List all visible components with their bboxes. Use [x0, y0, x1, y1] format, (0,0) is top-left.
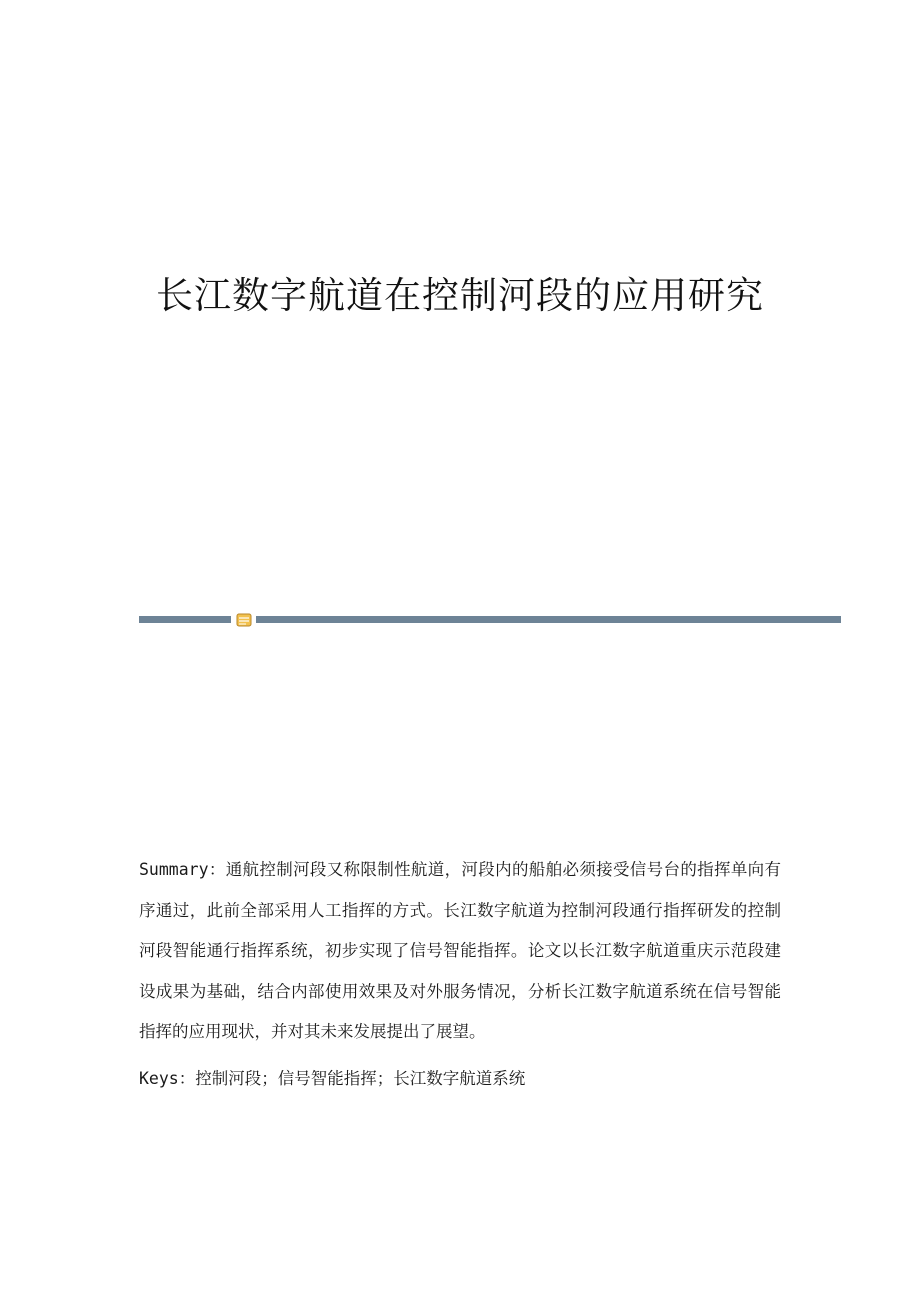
summary-label: Summary：	[139, 860, 226, 879]
summary-paragraph	[139, 850, 781, 1053]
divider-emblem-icon	[236, 612, 252, 626]
keys-label: Keys：	[139, 1068, 196, 1088]
summary-text: 通航控制河段又称限制性航道，河段内的船舶必须接受信号台的指挥单向有序通过，此前全部采用人工指挥的方式。长江数字航道为控制河段通行指挥研发的控制河段智能通行指挥系统，初步实现了信号智能指挥。论文以长江数字航道重庆示范段建设成果为基础，结合内部使用效果及对外服务情况，分析长江数字航道系统在信号智能指挥的应用现状，并对其未来发展提出了展望。	[139, 860, 781, 1042]
keys-text: 控制河段；信号智能指挥；长江数字航道系统	[195, 1068, 526, 1088]
keywords-paragraph	[139, 1059, 781, 1100]
document-title: 长江数字航道在控制河段的应用研究	[156, 274, 764, 317]
abstract-section	[139, 850, 781, 1100]
divider-bar-right	[256, 616, 841, 623]
divider-bar-left	[139, 616, 231, 623]
section-divider	[139, 612, 841, 626]
